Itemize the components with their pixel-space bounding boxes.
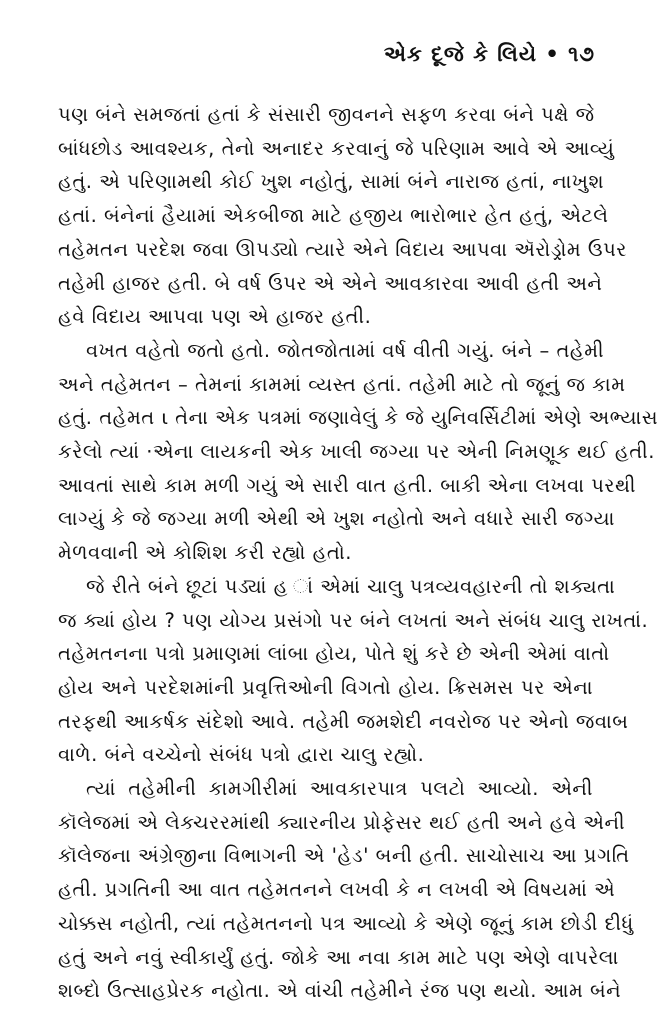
text-line: તહેમી હાજર હતી. બે વર્ષ ઉપર એ એને આવકારવા આવી હતી અને xyxy=(58,271,603,295)
text-line: વખત વહેતો જતો હતો. જોતજોતામાં વર્ષ વીતી ગયું. બંને – તહેમી xyxy=(86,338,605,362)
text-line: આવતાં સાથે કામ મળી ગયું એ સારી વાત હતી. બાકી એના લખવા પરથી xyxy=(58,473,636,497)
text-line: હતું અને નવું સ્વીકાર્યું હતું. જોકે આ નવા કામ માટે પણ એણે વાપરેલા xyxy=(58,945,619,969)
text-line: વાળે. બંને વચ્ચેનો સંબંધ પત્રો દ્વારા ચાલુ રહ્યો. xyxy=(58,743,425,767)
body-text xyxy=(58,98,658,1008)
text-line: બાંધછોડ આવશ્યક, તેનો અનાદર કરવાનું જે પરિણામ આવે એ આવ્યું xyxy=(58,136,615,160)
text-line: પણ બંને સમજતાં હતાં કે સંસારી જીવનને સફળ કરવા બંને પક્ષે જે xyxy=(58,103,595,126)
text-line: હતું. એ પરિણામથી કોઈ ખુશ નહોતું, સામાં બંને નારાજ હતાં, નાખુશ xyxy=(58,170,604,194)
text-line: મેળવવાની એ કોશિશ કરી રહ્યો હતો. xyxy=(58,541,352,565)
text-line: જ ક્યાં હોય ? પણ યોગ્ય પ્રસંગો પર બંને લખતાં અને સંબંધ ચાલુ રાખતાં. xyxy=(58,608,649,632)
text-line: હતું. તહેમત ι તેના એક પત્રમાં જણાવેલું કે જે યુનિવર્સિટીમાં એણે અભ્યાસ xyxy=(58,406,658,430)
text-line: હવે વિદાય આપવા પણ એ હાજર હતી. xyxy=(58,305,372,329)
text-line: હોય અને પરદેશમાંની પ્રવૃત્તિઓની વિગતો હોય. ક્રિસમસ પર એના xyxy=(58,675,593,699)
running-header: એક દૂજે કે લિયે • ૧૭ xyxy=(383,42,595,66)
text-line: હતી. પ્રગતિની આ વાત તહેમતનને લખવી કે ન લખવી એ વિષયમાં એ xyxy=(58,878,616,902)
text-line: ત્યાં તહેમીની કામગીરીમાં આવકારપાત્ર પલટો આવ્યો. એની xyxy=(86,777,593,801)
text-line: કૉલેજના અંગ્રેજીના વિભાગની એ 'હેડ' બની હતી. સાચોસાચ આ પ્રગતિ xyxy=(58,844,630,868)
text-line: તહેમતન પરદેશ જવા ઊપડ્યો ત્યારે એને વિદાય આપવા ઍરોડ્રોમ ઉપર xyxy=(58,237,627,261)
text-line: ચોક્કસ નહોતી, ત્યાં તહેમતનનો પત્ર આવ્યો કે એણે જૂનું કામ છોડી દીધું xyxy=(58,911,634,935)
text-line: જે રીતે બંને છૂટાં પડ્યાં હ ાં એમાં ચાલુ પત્રવ્યવહારની તો શક્યતા xyxy=(86,574,616,598)
text-line: તહેમતનના પત્રો પ્રમાણમાં લાંબા હોય, પોતે શું કરે છે એની એમાં વાતો xyxy=(58,642,610,666)
text-line: અને તહેમતન – તેમનાં કામમાં વ્યસ્ત હતાં. તહેમી માટે તો જૂનું જ કામ xyxy=(58,372,626,396)
text-line: કરેલો ત્યાં ·એના લાયકની એક ખાલી જગ્યા પર એની નિમણૂક થઈ હતી. xyxy=(58,440,655,464)
text-line: શબ્દો ઉત્સાહપ્રેરક નહોતા. એ વાંચી તહેમીને રંજ પણ થયો. આમ બંને xyxy=(58,979,622,1003)
text-line: લાગ્યું કે જે જગ્યા મળી એથી એ ખુશ નહોતો અને વધારે સારી જગ્યા xyxy=(58,507,615,531)
text-line: હતાં. બંનેનાં હૈયામાં એકબીજા માટે હજીય ભારોભાર હેત હતું, એટલે xyxy=(58,204,609,228)
text-line: તરફથી આકર્ષક સંદેશો આવે. તહેમી જમશેદી નવરોજ પર એનો જવાબ xyxy=(58,709,629,733)
text-line: કૉલેજમાં એ લેક્ચરરમાંથી ક્યારનીય પ્રોફેસર થઈ હતી અને હવે એની xyxy=(58,810,626,834)
